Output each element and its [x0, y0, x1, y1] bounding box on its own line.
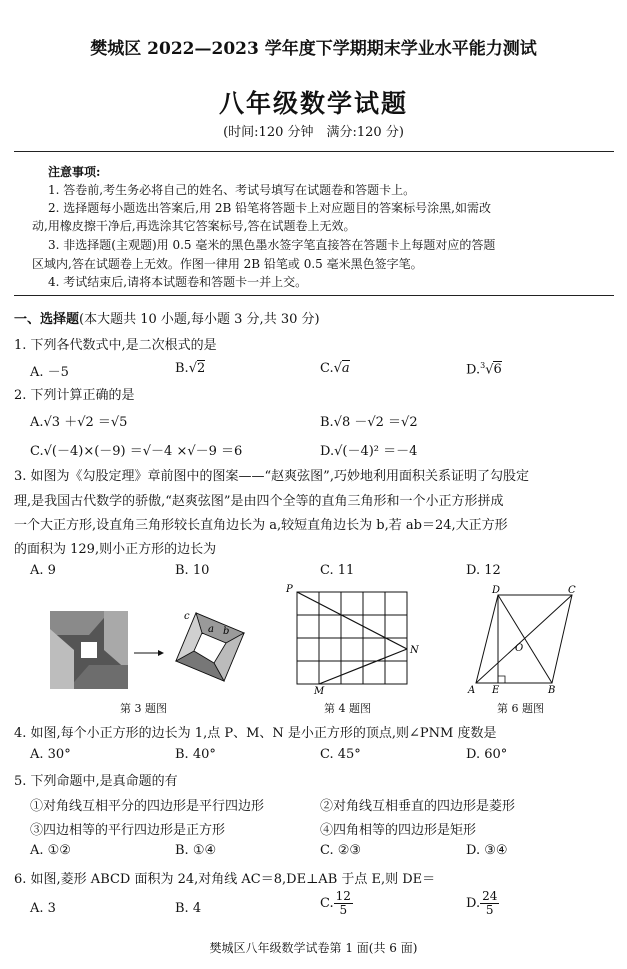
- exam-organization-title: 樊城区 2022—2023 学年度下学期期末学业水平能力测试: [90, 39, 537, 59]
- figure-3-caption: 第 3 题图: [120, 702, 167, 715]
- exam-title: 八年级数学试题: [218, 89, 408, 118]
- q3-line-1: 3. 如图为《勾股定理》章前图中的图案——“赵爽弦图”,巧妙地利用面积关系证明了勾股定: [14, 469, 529, 484]
- q2-option-d: D.√(－4)² ＝－4: [320, 444, 418, 459]
- q6-option-b: B. 4: [175, 901, 202, 916]
- figure-3-zhao-shuang-diagram: [48, 605, 248, 700]
- notes-title: 注意事项:: [48, 165, 101, 179]
- section-title: 一、选择题: [14, 312, 80, 327]
- note-line-2: 2. 选择题每小题选出答案后,用 2B 铅笔将答题卡上对应题目的答案标号涂黑,如需改: [48, 201, 491, 215]
- q3-option-c: C. 11: [320, 563, 355, 578]
- q6-c-numerator: 12: [335, 889, 351, 903]
- q1-d-radicand: 6: [493, 362, 502, 378]
- q3-option-b: B. 10: [175, 563, 210, 578]
- q1-option-b: [175, 361, 205, 376]
- q1-c-label: C.: [320, 361, 334, 376]
- diagonal-ac: [476, 595, 572, 683]
- fig6-label-o: O: [515, 643, 524, 654]
- note-line-5: 区域内,答在试题卷上无效。作图一律用 2B 铅笔或 0.5 毫米黑色签字笔。: [32, 257, 423, 271]
- q6-option-d: [466, 890, 499, 917]
- q1-d-label: D.: [466, 362, 481, 378]
- q2-option-a: A.√3 ＋√2 ＝√5: [30, 415, 128, 430]
- radical-sign: √: [485, 362, 494, 378]
- fig6-label-d: D: [492, 585, 501, 596]
- top-divider: [14, 151, 614, 152]
- fig3-label-c: c: [184, 611, 190, 622]
- q3-option-d: D. 12: [466, 563, 501, 578]
- q6-d-denominator: 5: [485, 903, 494, 917]
- q4-option-b: B. 40°: [175, 747, 216, 762]
- time-and-score: (时间:120 分钟 满分:120 分): [223, 125, 404, 140]
- arrow-head-icon: [158, 650, 164, 656]
- q3-line-3: 一个大正方形,设直角三角形较长直角边长为 a,较短直角边长为 b,若 ab＝24,大正方形: [14, 518, 508, 533]
- section-note: (本大题共 10 小题,每小题 3 分,共 30 分): [79, 312, 320, 327]
- q5-option-c: C. ②③: [320, 843, 362, 858]
- note-line-6: 4. 考试结束后,请将本试题卷和答题卡一并上交。: [48, 275, 308, 289]
- grid-lines: [297, 592, 407, 684]
- q4-option-c: C. 45°: [320, 747, 361, 762]
- q1-d-index: 3: [480, 361, 486, 370]
- q5-statement-3: ③四边相等的平行四边形是正方形: [30, 823, 226, 838]
- fig6-label-c: C: [568, 585, 576, 596]
- q6-c-denominator: 5: [339, 903, 348, 917]
- q6-c-fraction: [334, 890, 353, 917]
- q6-d-fraction: [480, 890, 499, 917]
- q4-option-a: A. 30°: [30, 747, 71, 762]
- q5-option-b: B. ①④: [175, 843, 217, 858]
- q6-option-c: [320, 890, 353, 917]
- pinwheel-center-square: [81, 642, 97, 658]
- page-footer: 樊城区八年级数学试卷第 1 面(共 6 面): [209, 941, 418, 955]
- q5-statement-2: ②对角线互相垂直的四边形是菱形: [320, 799, 516, 814]
- q2-option-b: B.√8 －√2 ＝√2: [320, 415, 418, 430]
- q6-option-a: A. 3: [30, 901, 56, 916]
- note-line-3: 动,用橡皮擦干净后,再选涂其它答案标号,答在试题卷上无效。: [32, 219, 356, 233]
- q5-option-d: D. ③④: [466, 843, 508, 858]
- note-line-4: 3. 非选择题(主观题)用 0.5 毫米的黑色墨水签字笔直接答在答题卡上每题对应的答题: [48, 238, 496, 252]
- q1-b-label: B.: [175, 361, 189, 376]
- q5-option-a: A. ①②: [30, 843, 71, 858]
- fig6-label-a: A: [468, 685, 476, 695]
- note-line-1: 1. 答卷前,考生务必将自己的姓名、考试号填写在试题卷和答题卡上。: [48, 183, 416, 197]
- q6-stem: 6. 如图,菱形 ABCD 面积为 24,对角线 AC＝8,DE⊥AB 于点 E,则 DE＝: [14, 872, 436, 887]
- q1-option-d: [466, 361, 502, 377]
- q1-option-a: A. －5: [30, 365, 69, 380]
- figure-6-rhombus: [460, 583, 590, 695]
- q2-stem: 2. 下列计算正确的是: [14, 388, 135, 403]
- right-angle-mark: [498, 676, 505, 683]
- notes-divider: [14, 295, 614, 296]
- section-heading: [14, 308, 320, 327]
- q3-line-4: 的面积为 129,则小正方形的边长为: [14, 542, 217, 557]
- figure-4-grid: [284, 582, 424, 694]
- q4-option-d: D. 60°: [466, 747, 508, 762]
- fig3-label-a: a: [208, 624, 214, 635]
- diagonal-bd: [498, 595, 552, 683]
- fig4-label-p: P: [286, 584, 293, 595]
- q6-c-label: C.: [320, 896, 334, 911]
- figure-6-caption: 第 6 题图: [497, 702, 544, 715]
- fig3-label-b: b: [223, 626, 230, 637]
- fig4-label-m: M: [314, 686, 325, 694]
- segment-pn: [297, 592, 407, 649]
- q3-option-a: A. 9: [30, 563, 56, 578]
- fig6-label-e: E: [492, 685, 500, 695]
- q5-stem: 5. 下列命题中,是真命题的有: [14, 774, 178, 789]
- q1-b-radicand: 2: [196, 361, 206, 376]
- q1-c-radicand: a: [341, 361, 350, 376]
- q1-option-c: [320, 361, 350, 376]
- fig4-label-n: N: [410, 645, 419, 656]
- figure-4-caption: 第 4 题图: [324, 702, 371, 715]
- q6-d-numerator: 24: [482, 889, 498, 903]
- radical-sign: √: [188, 361, 197, 376]
- fig6-label-b: B: [548, 685, 556, 695]
- q3-line-2: 理,是我国古代数学的骄傲,“赵爽弦图”是由四个全等的直角三角形和一个小正方形拼成: [14, 494, 504, 509]
- q6-d-label: D.: [466, 896, 481, 911]
- q4-stem: 4. 如图,每个小正方形的边长为 1,点 P、M、N 是小正方形的顶点,则∠PNM 度数是: [14, 726, 497, 741]
- q5-statement-4: ④四角相等的四边形是矩形: [320, 823, 477, 838]
- q2-option-c: C.√(－4)×(－9) ＝√－4 ×√－9 ＝6: [30, 444, 243, 459]
- q5-statement-1: ①对角线互相平分的四边形是平行四边形: [30, 799, 265, 814]
- q1-stem: 1. 下列各代数式中,是二次根式的是: [14, 338, 217, 353]
- radical-sign: √: [333, 361, 342, 376]
